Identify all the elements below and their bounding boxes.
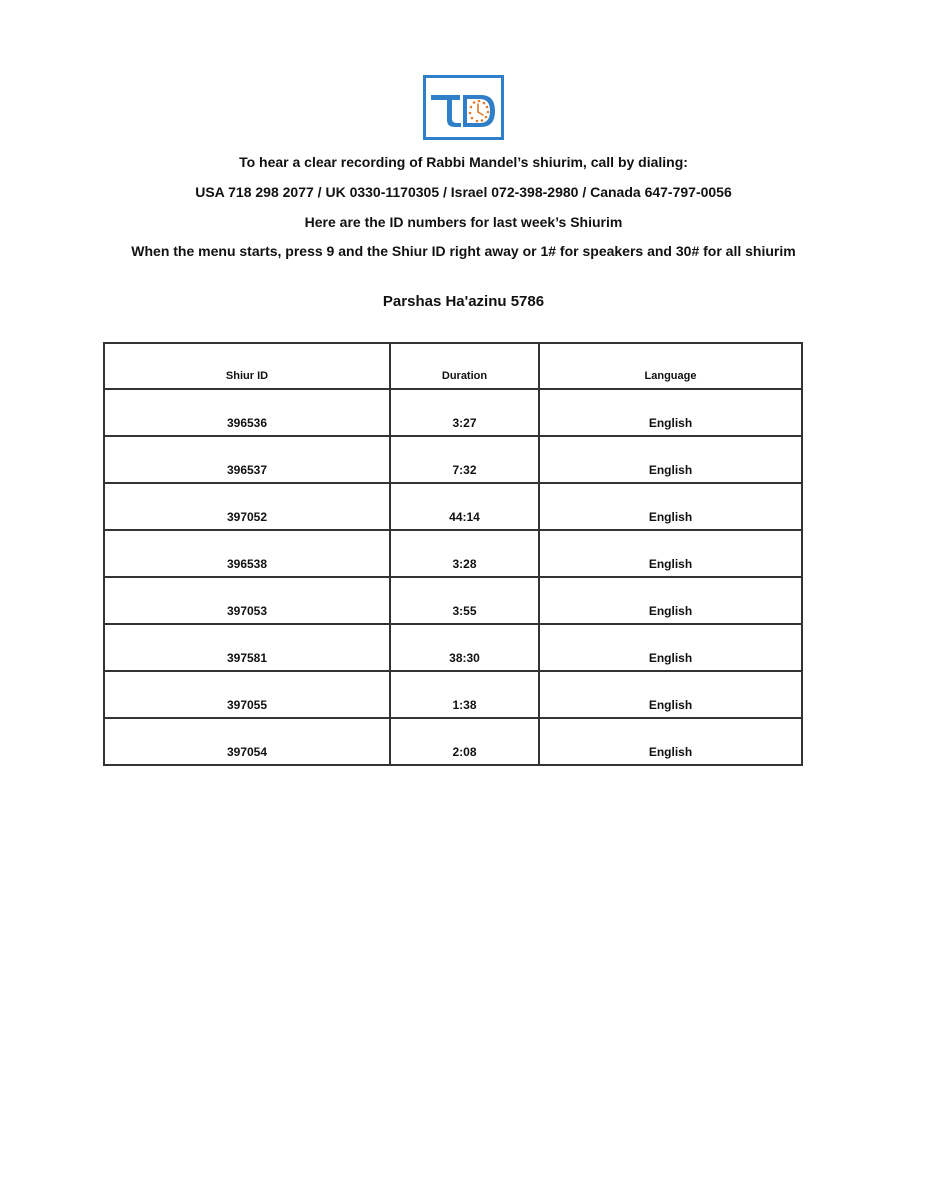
table-row [104, 671, 802, 718]
td-logo-clock-icon [423, 75, 504, 140]
table-row [104, 718, 802, 765]
table-row [104, 577, 802, 624]
shiurim-table [103, 342, 803, 766]
language-cell: English [539, 624, 802, 671]
table-header-row [104, 343, 802, 389]
language-cell: English [539, 483, 802, 530]
table-row [104, 624, 802, 671]
column-header-language: Language [539, 343, 802, 389]
table-row [104, 389, 802, 436]
column-header-shiur-id: Shiur ID [104, 343, 390, 389]
language-cell: English [539, 530, 802, 577]
column-header-duration: Duration [390, 343, 539, 389]
shiur-id-cell: 397052 [104, 483, 390, 530]
shiur-id-cell: 397055 [104, 671, 390, 718]
shiur-id-cell: 397581 [104, 624, 390, 671]
id-numbers-note: Here are the ID numbers for last week’s Shiurim [304, 214, 623, 230]
language-cell: English [539, 577, 802, 624]
duration-cell: 3:28 [390, 530, 539, 577]
duration-cell: 3:55 [390, 577, 539, 624]
table-row [104, 530, 802, 577]
shiur-id-cell: 396537 [104, 436, 390, 483]
shiur-id-cell: 396538 [104, 530, 390, 577]
table-row [104, 436, 802, 483]
duration-cell: 44:14 [390, 483, 539, 530]
shiur-id-cell: 396536 [104, 389, 390, 436]
language-cell: English [539, 671, 802, 718]
page-title: Parshas Ha'azinu 5786 [382, 293, 545, 310]
language-cell: English [539, 436, 802, 483]
shiur-id-cell: 397054 [104, 718, 390, 765]
language-cell: English [539, 718, 802, 765]
duration-cell: 3:27 [390, 389, 539, 436]
language-cell: English [539, 389, 802, 436]
phone-numbers: USA 718 298 2077 / UK 0330-1170305 / Israel 072-398-2980 / Canada 647-797-0056 [195, 184, 732, 200]
duration-cell: 7:32 [390, 436, 539, 483]
table-row [104, 483, 802, 530]
duration-cell: 1:38 [390, 671, 539, 718]
duration-cell: 38:30 [390, 624, 539, 671]
shiur-id-cell: 397053 [104, 577, 390, 624]
menu-instructions: When the menu starts, press 9 and the Shiur ID right away or 1# for speakers and 30# for all shiurim [131, 243, 796, 259]
call-instructions: To hear a clear recording of Rabbi Mandel’s shiurim, call by dialing: [239, 154, 688, 170]
duration-cell: 2:08 [390, 718, 539, 765]
